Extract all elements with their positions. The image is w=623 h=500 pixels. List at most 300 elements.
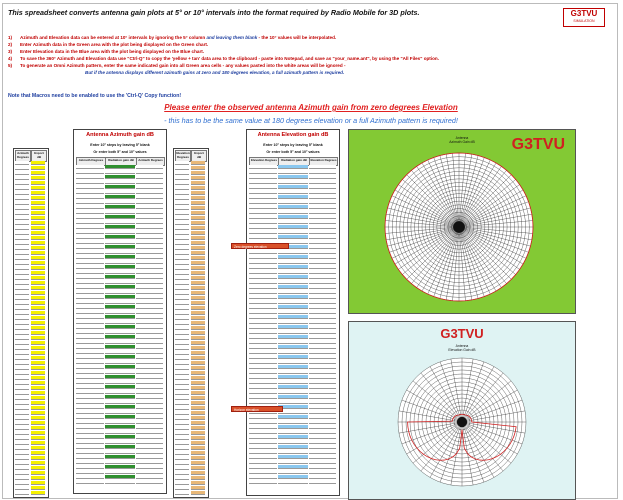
azimuth-input-cell	[136, 360, 163, 364]
elevation-input-cell[interactable]	[278, 285, 308, 289]
azimuth-input-cell[interactable]	[105, 345, 135, 349]
azimuth-chart-title-1: Antenna	[455, 136, 469, 140]
azimuth-input-cell[interactable]	[105, 280, 135, 284]
elevation-input-cell[interactable]	[278, 200, 308, 204]
elevation-input-cell[interactable]	[278, 330, 308, 334]
elevation-export-cell	[191, 311, 205, 315]
elevation-input-cell[interactable]	[278, 435, 308, 439]
elevation-input-cell	[309, 335, 336, 339]
azimuth-input-cell	[136, 260, 163, 264]
azimuth-input-cell[interactable]	[105, 220, 135, 224]
elevation-input-cell	[249, 475, 277, 479]
azimuth-input-cell[interactable]	[105, 470, 135, 474]
azimuth-input-cell[interactable]	[105, 285, 135, 289]
azimuth-input-cell[interactable]	[105, 365, 135, 369]
elevation-export-cell	[175, 341, 189, 345]
azimuth-input-cell	[76, 395, 104, 399]
azimuth-input-cell[interactable]	[105, 395, 135, 399]
elevation-input-cell	[309, 240, 336, 244]
azimuth-input-cell[interactable]	[105, 265, 135, 269]
azimuth-input-cell[interactable]	[105, 205, 135, 209]
elevation-input-cell[interactable]	[278, 220, 308, 224]
elevation-input-cell	[249, 435, 277, 439]
azimuth-input-cell[interactable]	[105, 165, 135, 169]
azimuth-export-cell	[31, 391, 45, 395]
azimuth-export-cell	[15, 451, 29, 455]
azimuth-export-cell	[31, 276, 45, 280]
azimuth-input-cell	[76, 180, 104, 184]
elevation-export-cell	[175, 196, 189, 200]
instruction-number: 4)	[8, 56, 13, 61]
azimuth-input-cell[interactable]	[105, 370, 135, 374]
azimuth-input-cell[interactable]	[105, 405, 135, 409]
azimuth-export-cell	[31, 466, 45, 470]
elevation-input-cell	[309, 365, 336, 369]
azimuth-input-cell[interactable]	[105, 300, 135, 304]
elevation-input-cell[interactable]	[278, 370, 308, 374]
azimuth-input-cell[interactable]	[105, 190, 135, 194]
elevation-input-cell	[249, 320, 277, 324]
elevation-input-cell[interactable]	[278, 225, 308, 229]
elevation-export-cell	[175, 356, 189, 360]
elevation-input-cell[interactable]	[278, 355, 308, 359]
azimuth-input-cell	[76, 165, 104, 169]
elevation-input-cell[interactable]	[278, 250, 308, 254]
elevation-export-cell	[175, 191, 189, 195]
azimuth-input-cell[interactable]	[105, 420, 135, 424]
azimuth-input-cell[interactable]	[105, 310, 135, 314]
elevation-export-cell	[175, 391, 189, 395]
elevation-export-cell	[175, 301, 189, 305]
azimuth-input-cell[interactable]	[105, 355, 135, 359]
azimuth-input-cell[interactable]	[105, 455, 135, 459]
azimuth-input-cell	[76, 345, 104, 349]
azimuth-input-cell	[76, 390, 104, 394]
elevation-input-cell[interactable]	[278, 460, 308, 464]
elevation-export-cell	[191, 351, 205, 355]
azimuth-input-cell	[136, 465, 163, 469]
elevation-input-cell	[249, 430, 277, 434]
elevation-input-cell[interactable]	[278, 350, 308, 354]
elevation-input-cell	[309, 400, 336, 404]
azimuth-input-cell[interactable]	[105, 230, 135, 234]
azimuth-input-cell	[136, 210, 163, 214]
elevation-input-cell	[249, 460, 277, 464]
azimuth-input-cell	[136, 420, 163, 424]
elevation-input-cell[interactable]	[278, 390, 308, 394]
elevation-input-cell[interactable]	[278, 265, 308, 269]
elevation-input-table	[246, 129, 340, 496]
elevation-export-cell	[191, 456, 205, 460]
azimuth-export-cell	[31, 456, 45, 460]
azimuth-export-cell	[15, 261, 29, 265]
azimuth-input-cell[interactable]	[105, 385, 135, 389]
elevation-input-cell[interactable]	[278, 185, 308, 189]
azimuth-export-cell	[15, 401, 29, 405]
azimuth-input-cell	[136, 215, 163, 219]
elevation-input-cell[interactable]	[278, 430, 308, 434]
azimuth-prompt: Please enter the observed antenna Azimuth gain from zero degrees Elevation	[164, 103, 458, 112]
azimuth-input-cell	[136, 430, 163, 434]
azimuth-input-cell[interactable]	[105, 225, 135, 229]
azimuth-input-cell	[76, 295, 104, 299]
elevation-input-cell[interactable]	[278, 190, 308, 194]
azimuth-input-cell	[76, 335, 104, 339]
elevation-input-cell[interactable]	[278, 325, 308, 329]
elevation-input-cell	[249, 170, 277, 174]
elevation-export-cell	[191, 271, 205, 275]
elevation-export-cell	[191, 211, 205, 215]
azimuth-input-cell[interactable]	[105, 170, 135, 174]
azimuth-export-cell	[31, 306, 45, 310]
elevation-input-cell	[309, 165, 336, 169]
elevation-input-cell	[309, 275, 336, 279]
azimuth-input-cell	[136, 415, 163, 419]
elevation-input-cell	[249, 280, 277, 284]
instruction-number: 2)	[8, 42, 13, 47]
azimuth-input-cell	[136, 390, 163, 394]
azimuth-input-cell[interactable]	[105, 375, 135, 379]
elevation-input-cell[interactable]	[278, 450, 308, 454]
azimuth-export-cell	[31, 406, 45, 410]
elevation-export-cell	[175, 471, 189, 475]
elevation-export-cell	[175, 346, 189, 350]
azimuth-degrees-header: Azimuth Degrees	[15, 150, 31, 162]
azimuth-input-cell[interactable]	[105, 210, 135, 214]
instruction-number: 5)	[8, 63, 13, 68]
elevation-input-cell[interactable]	[278, 395, 308, 399]
elevation-input-cell[interactable]	[278, 270, 308, 274]
azimuth-input-cell	[76, 280, 104, 284]
azimuth-input-cell[interactable]	[105, 235, 135, 239]
elevation-input-cell[interactable]	[278, 380, 308, 384]
elevation-input-cell	[249, 250, 277, 254]
elevation-input-cell[interactable]	[278, 475, 308, 479]
azimuth-input-cell[interactable]	[105, 250, 135, 254]
elevation-input-cell[interactable]	[278, 175, 308, 179]
azimuth-input-cell	[76, 405, 104, 409]
elevation-input-cell[interactable]	[278, 260, 308, 264]
azimuth-input-cell[interactable]	[105, 340, 135, 344]
azimuth-input-cell[interactable]	[105, 185, 135, 189]
elevation-input-cell[interactable]	[278, 340, 308, 344]
elevation-input-cell	[309, 445, 336, 449]
azimuth-input-cell	[136, 445, 163, 449]
elevation-input-cell	[249, 470, 277, 474]
elevation-input-cell[interactable]	[278, 420, 308, 424]
azimuth-input-cell	[76, 310, 104, 314]
instruction-highlight: and leaving them blank	[205, 35, 259, 40]
azimuth-input-cell[interactable]	[105, 335, 135, 339]
azimuth-input-cell[interactable]	[105, 290, 135, 294]
elevation-input-cell[interactable]	[278, 305, 308, 309]
elevation-polar-chart	[348, 321, 576, 500]
azimuth-input-cell[interactable]	[105, 275, 135, 279]
elevation-input-cell[interactable]	[278, 275, 308, 279]
elevation-input-cell	[249, 225, 277, 229]
azimuth-export-cell	[31, 421, 45, 425]
azimuth-input-cell[interactable]	[105, 450, 135, 454]
azimuth-input-cell	[76, 460, 104, 464]
azimuth-input-cell[interactable]	[105, 410, 135, 414]
elevation-input-cell[interactable]	[278, 215, 308, 219]
azimuth-input-cell[interactable]	[105, 200, 135, 204]
azimuth-input-cell[interactable]	[105, 330, 135, 334]
azimuth-chart-callsign: G3TVU	[511, 136, 565, 153]
elevation-input-cell	[309, 175, 336, 179]
azimuth-export-cell	[15, 201, 29, 205]
azimuth-input-cell	[136, 280, 163, 284]
azimuth-export-cell	[15, 221, 29, 225]
azimuth-input-cell[interactable]	[105, 425, 135, 429]
elevation-input-cell	[309, 180, 336, 184]
azimuth-export-cell	[31, 271, 45, 275]
azimuth-input-cell[interactable]	[105, 445, 135, 449]
azimuth-input-cell[interactable]	[105, 175, 135, 179]
elevation-input-cell	[309, 470, 336, 474]
elevation-export-cell	[191, 186, 205, 190]
azimuth-input-cell[interactable]	[105, 400, 135, 404]
elevation-export-cell	[191, 221, 205, 225]
azimuth-export-cell	[15, 296, 29, 300]
instruction-2	[8, 42, 208, 47]
elevation-input-cell[interactable]	[278, 335, 308, 339]
azimuth-input-cell[interactable]	[105, 475, 135, 479]
elevation-input-cell[interactable]	[278, 470, 308, 474]
azimuth-input-cell	[136, 230, 163, 234]
azimuth-input-cell	[76, 445, 104, 449]
azimuth-input-cell[interactable]	[105, 430, 135, 434]
elevation-export-cell	[175, 371, 189, 375]
elevation-export-cell	[191, 336, 205, 340]
azimuth-input-cell[interactable]	[105, 440, 135, 444]
elevation-input-cell[interactable]	[278, 295, 308, 299]
azimuth-input-cell[interactable]	[105, 415, 135, 419]
azimuth-export-cell	[31, 261, 45, 265]
elevation-export-cell	[191, 226, 205, 230]
azimuth-export-cell	[15, 371, 29, 375]
elevation-export-cell	[191, 416, 205, 420]
elevation-input-cell[interactable]	[278, 230, 308, 234]
elevation-input-cell[interactable]	[278, 375, 308, 379]
elevation-export-cell	[175, 351, 189, 355]
azimuth-input-cell[interactable]	[105, 350, 135, 354]
elevation-input-cell[interactable]	[278, 290, 308, 294]
elevation-export-cell	[191, 356, 205, 360]
azimuth-export-cell	[31, 291, 45, 295]
elevation-input-cell[interactable]	[278, 180, 308, 184]
azimuth-export-cell	[15, 346, 29, 350]
elevation-input-cell[interactable]	[278, 235, 308, 239]
elevation-input-cell	[249, 180, 277, 184]
azimuth-export-cell	[15, 461, 29, 465]
elevation-input-cell	[309, 355, 336, 359]
azimuth-input-cell[interactable]	[105, 270, 135, 274]
elevation-input-cell	[249, 295, 277, 299]
elevation-input-cell	[249, 195, 277, 199]
elevation-input-cell	[309, 185, 336, 189]
azimuth-input-cell[interactable]	[105, 325, 135, 329]
azimuth-input-cell[interactable]	[105, 380, 135, 384]
elevation-input-cell[interactable]	[278, 425, 308, 429]
elevation-input-cell[interactable]	[278, 165, 308, 169]
elevation-input-cell	[249, 450, 277, 454]
elevation-input-cell[interactable]	[278, 415, 308, 419]
azimuth-input-cell	[76, 290, 104, 294]
azimuth-input-cell[interactable]	[105, 305, 135, 309]
azimuth-input-cell	[136, 305, 163, 309]
elevation-export-cell	[175, 201, 189, 205]
elevation-chart-callsign: G3TVU	[440, 326, 484, 341]
horizon-elevation-marker: Horizon elevation	[231, 406, 283, 412]
azimuth-input-cell	[136, 255, 163, 259]
elevation-input-cell[interactable]	[278, 465, 308, 469]
elevation-input-cell[interactable]	[278, 440, 308, 444]
azimuth-input-cell[interactable]	[105, 320, 135, 324]
elevation-export-cell	[175, 296, 189, 300]
elevation-export-cell	[191, 396, 205, 400]
azimuth-export-cell	[31, 166, 45, 170]
elevation-table-sub1: Enter 10° steps by leaving 5° blank	[263, 143, 323, 147]
azimuth-input-cell	[136, 370, 163, 374]
elevation-input-cell	[249, 215, 277, 219]
elevation-export-cell	[175, 161, 189, 165]
azimuth-export-cell	[31, 356, 45, 360]
elevation-export-cell	[175, 256, 189, 260]
azimuth-input-cell[interactable]	[105, 240, 135, 244]
azimuth-input-cell	[136, 460, 163, 464]
elevation-input-cell	[309, 280, 336, 284]
azimuth-input-cell[interactable]	[105, 260, 135, 264]
elevation-input-cell	[309, 450, 336, 454]
azimuth-input-cell	[136, 275, 163, 279]
elevation-export-cell	[191, 306, 205, 310]
azimuth-export-cell	[31, 471, 45, 475]
elevation-input-cell	[249, 345, 277, 349]
azimuth-input-cell[interactable]	[105, 465, 135, 469]
logo-callsign: G3TVU	[570, 9, 598, 18]
elevation-input-cell	[309, 420, 336, 424]
azimuth-input-cell[interactable]	[105, 480, 135, 484]
azimuth-export-cell	[31, 401, 45, 405]
elevation-input-cell[interactable]	[278, 360, 308, 364]
azimuth-input-cell	[76, 480, 104, 484]
azimuth-input-cell[interactable]	[105, 295, 135, 299]
elevation-input-cell[interactable]	[278, 280, 308, 284]
azimuth-col-gain: Radiation gain dB	[105, 157, 137, 166]
elevation-input-cell[interactable]	[278, 345, 308, 349]
elevation-input-cell	[309, 465, 336, 469]
azimuth-input-cell[interactable]	[105, 390, 135, 394]
elevation-input-cell	[249, 190, 277, 194]
elevation-export-cell	[175, 446, 189, 450]
azimuth-input-cell	[76, 170, 104, 174]
elevation-input-cell[interactable]	[278, 445, 308, 449]
elevation-input-cell	[249, 395, 277, 399]
elevation-input-cell[interactable]	[278, 255, 308, 259]
elevation-export-cell	[175, 246, 189, 250]
instruction-text: Azimuth and Elevation data can be entered at 10° intervals by ignoring the 5° column	[20, 35, 206, 40]
elevation-export-cell	[175, 266, 189, 270]
azimuth-polar-plot	[349, 130, 575, 313]
elevation-export-cell	[191, 361, 205, 365]
elevation-table-sub2: Or enter both 5° and 10° values	[266, 150, 320, 154]
elevation-export-cell	[175, 231, 189, 235]
elevation-export-cell	[191, 276, 205, 280]
azimuth-export-cell	[15, 446, 29, 450]
azimuth-export-cell	[31, 226, 45, 230]
azimuth-input-cell	[136, 340, 163, 344]
elevation-input-cell[interactable]	[278, 300, 308, 304]
azimuth-input-cell[interactable]	[105, 315, 135, 319]
azimuth-input-cell[interactable]	[105, 360, 135, 364]
azimuth-input-cell	[76, 260, 104, 264]
elevation-input-cell	[309, 360, 336, 364]
elevation-input-cell	[249, 400, 277, 404]
elevation-input-cell	[249, 390, 277, 394]
azimuth-input-cell[interactable]	[105, 195, 135, 199]
elevation-input-cell	[249, 205, 277, 209]
elevation-input-cell[interactable]	[278, 455, 308, 459]
elevation-input-cell[interactable]	[278, 315, 308, 319]
elevation-input-cell[interactable]	[278, 365, 308, 369]
azimuth-export-cell	[15, 441, 29, 445]
elevation-export-cell	[191, 171, 205, 175]
elevation-input-cell	[309, 220, 336, 224]
azimuth-input-cell	[76, 285, 104, 289]
azimuth-export-cell	[15, 306, 29, 310]
elevation-input-cell[interactable]	[278, 195, 308, 199]
azimuth-input-cell[interactable]	[105, 435, 135, 439]
elevation-input-cell[interactable]	[278, 385, 308, 389]
azimuth-export-cell	[31, 191, 45, 195]
elevation-input-cell	[309, 215, 336, 219]
instruction-tail: But if the antenna displays different azimuth gains at zero and 180 degrees elevation, a full azimuth pattern is required.	[85, 70, 345, 75]
elevation-input-cell[interactable]	[278, 170, 308, 174]
azimuth-input-cell	[76, 380, 104, 384]
elevation-input-cell[interactable]	[278, 400, 308, 404]
elevation-input-cell	[249, 385, 277, 389]
elevation-input-cell[interactable]	[278, 210, 308, 214]
azimuth-input-cell[interactable]	[105, 180, 135, 184]
elevation-input-cell	[249, 445, 277, 449]
azimuth-input-cell[interactable]	[105, 255, 135, 259]
azimuth-input-cell[interactable]	[105, 215, 135, 219]
elevation-input-cell	[249, 355, 277, 359]
elevation-export-cell	[191, 246, 205, 250]
azimuth-export-cell	[15, 246, 29, 250]
azimuth-export-cell	[15, 436, 29, 440]
azimuth-export-cell	[15, 166, 29, 170]
elevation-input-cell[interactable]	[278, 205, 308, 209]
azimuth-input-cell	[76, 275, 104, 279]
elevation-export-cell	[191, 256, 205, 260]
elevation-export-cell	[175, 176, 189, 180]
elevation-export-cell	[175, 436, 189, 440]
azimuth-input-cell	[76, 190, 104, 194]
elevation-input-cell	[309, 315, 336, 319]
elevation-export-cell	[191, 176, 205, 180]
elevation-export-cell	[175, 321, 189, 325]
elevation-export-cell	[191, 316, 205, 320]
elevation-input-cell[interactable]	[278, 310, 308, 314]
elevation-input-cell[interactable]	[278, 320, 308, 324]
elevation-export-cell	[175, 491, 189, 495]
azimuth-input-cell[interactable]	[105, 245, 135, 249]
azimuth-input-cell[interactable]	[105, 460, 135, 464]
elevation-input-cell[interactable]	[278, 480, 308, 484]
azimuth-export-cell	[15, 366, 29, 370]
